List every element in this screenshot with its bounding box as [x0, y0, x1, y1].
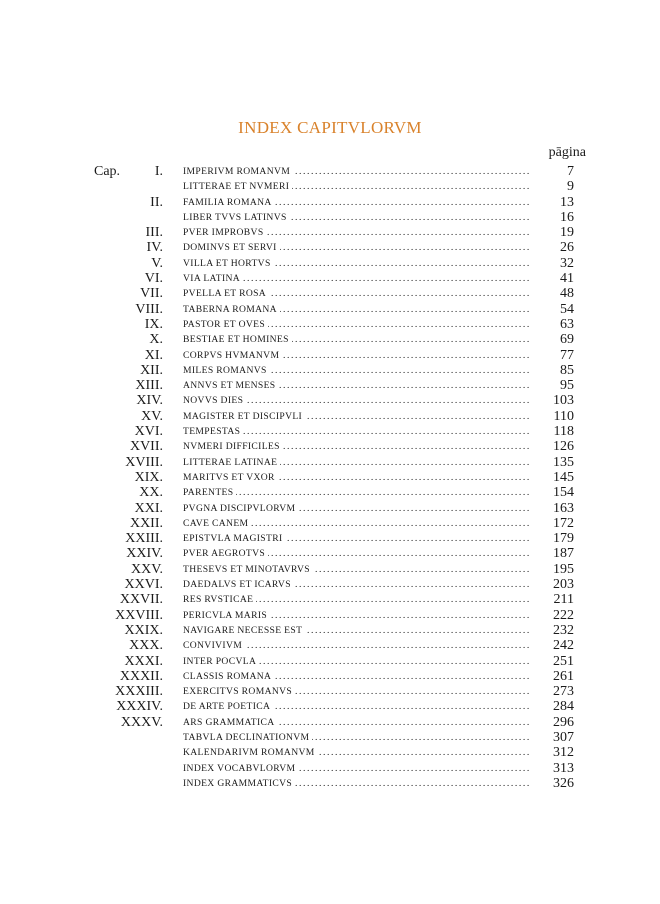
chapter-title: [183, 210, 530, 225]
chapter-title: [183, 608, 530, 623]
page-number: 13: [560, 194, 574, 210]
page-number: 195: [553, 561, 574, 577]
page-number: 126: [553, 439, 574, 455]
table-of-contents: [0, 164, 660, 791]
chapter-title: [183, 348, 530, 363]
toc-row: [0, 776, 660, 791]
page-number: 26: [560, 240, 574, 256]
chapter-title: [183, 455, 530, 470]
chapter-number: XIX.: [134, 469, 163, 485]
chapter-title-text: MILES ROMANVS: [183, 365, 270, 376]
chapter-title: [183, 684, 530, 699]
toc-row: [0, 562, 660, 577]
page-number: 118: [553, 424, 574, 440]
chapter-number: XXIX.: [124, 622, 163, 638]
chapter-title-text: CORPVS HVMANVM: [183, 350, 282, 361]
toc-row: [0, 271, 660, 286]
page-title: INDEX CAPITVLORVM: [238, 118, 422, 137]
page-number: 41: [560, 271, 574, 287]
chapter-title: [183, 225, 530, 240]
chapter-title-text: IMPERIVM ROMANVM: [183, 166, 293, 177]
chapter-title: [183, 761, 530, 776]
chapter-title-text: PARENTES: [183, 487, 236, 498]
toc-row: [0, 745, 660, 760]
chapter-title-text: TABERNA ROMANA: [183, 304, 280, 315]
chapter-title-text: PVER IMPROBVS: [183, 227, 267, 238]
toc-row: [0, 378, 660, 393]
chapter-number: XI.: [144, 347, 163, 363]
page-number: 48: [560, 286, 574, 302]
page-number: 307: [553, 729, 574, 745]
chapter-number: II.: [150, 194, 163, 210]
chapter-title: [183, 638, 530, 653]
toc-row: [0, 592, 660, 607]
chapter-number: VII.: [140, 286, 163, 302]
page-number: 19: [560, 225, 574, 241]
page-number: 145: [553, 469, 574, 485]
page-number: 163: [553, 500, 574, 516]
chapter-title: [183, 332, 530, 347]
page-number: 69: [560, 332, 574, 348]
chapter-title: [183, 240, 530, 255]
chapter-title: [183, 531, 530, 546]
chapter-title-text: TABVLA DECLINATIONVM: [183, 732, 312, 743]
page-number: 326: [553, 775, 574, 791]
chapter-number: VI.: [144, 271, 163, 287]
page-number: 187: [553, 546, 574, 562]
chapter-title: [183, 546, 530, 561]
chapter-number: XXXV.: [120, 714, 163, 730]
page-number: 203: [553, 577, 574, 593]
chapter-title-text: MAGISTER ET DISCIPVLI: [183, 411, 305, 422]
chapter-number: X.: [149, 332, 163, 348]
chapter-number: XIV.: [136, 393, 163, 409]
chapter-title-text: NVMERI DIFFICILES: [183, 441, 283, 452]
toc-row: [0, 455, 660, 470]
chapter-title-text: ARS GRAMMATICA: [183, 717, 278, 728]
toc-row: [0, 470, 660, 485]
page-number: 85: [560, 362, 574, 378]
toc-row: [0, 363, 660, 378]
page-number: 9: [567, 179, 574, 195]
page-number: 7: [567, 164, 574, 179]
chapter-number: XXXIV.: [116, 699, 163, 715]
chapter-number: IX.: [144, 316, 163, 332]
page-number: 172: [553, 515, 574, 531]
toc-row: [0, 623, 660, 638]
chapter-title: [183, 286, 530, 301]
page-number: 261: [553, 668, 574, 684]
chapter-number: XV.: [141, 408, 163, 424]
page-number: 135: [553, 454, 574, 470]
page-number: 154: [553, 485, 574, 501]
chapter-number: XVIII.: [125, 454, 163, 470]
chapter-number: XXV.: [130, 561, 163, 577]
page-number: 63: [560, 316, 574, 332]
chapter-number: XXIV.: [126, 546, 163, 562]
page-number: 54: [560, 301, 574, 317]
page-number: 273: [553, 684, 574, 700]
chapter-number: XXXI.: [124, 653, 163, 669]
chapter-number: V.: [151, 255, 163, 271]
toc-row: [0, 240, 660, 255]
chapter-title: [183, 592, 530, 607]
page-number: 103: [553, 393, 574, 409]
chapter-number: VIII.: [135, 301, 163, 317]
page-number: 179: [553, 531, 574, 547]
toc-row: [0, 195, 660, 210]
chapter-title-text: INDEX GRAMMATICVS: [183, 778, 295, 789]
chapter-title: [183, 470, 530, 485]
chapter-number: XXVII.: [119, 592, 163, 608]
page-number: 313: [553, 760, 574, 776]
chapter-title: [183, 699, 530, 714]
chapter-number: III.: [145, 225, 163, 241]
chapter-title-text: MARITVS ET VXOR: [183, 472, 278, 483]
chapter-title-text: PVER AEGROTVS: [183, 548, 268, 559]
chapter-number: XVI.: [134, 424, 163, 440]
chapter-title-text: TEMPESTAS: [183, 426, 243, 437]
page-number: 284: [553, 699, 574, 715]
chapter-title: [183, 256, 530, 271]
chapter-title-text: INTER POCVLA: [183, 656, 259, 667]
chapter-title-text: KALENDARIVM ROMANVM: [183, 747, 318, 758]
page-number: 32: [560, 255, 574, 271]
chapter-title-text: VILLA ET HORTVS: [183, 258, 274, 269]
toc-row: [0, 761, 660, 776]
toc-row: [0, 501, 660, 516]
chapter-title-text: PASTOR ET OVES: [183, 319, 268, 330]
chapter-title: [183, 317, 530, 332]
chapter-title-text: PVGNA DISCIPVLORVM: [183, 503, 298, 514]
page-number: 211: [553, 592, 574, 608]
chapter-number: XXX.: [129, 638, 163, 654]
chapter-title-text: NAVIGARE NECESSE EST: [183, 625, 305, 636]
chapter-title: [183, 730, 530, 745]
toc-row: [0, 409, 660, 424]
toc-row: [0, 654, 660, 669]
chapter-title: [183, 302, 530, 317]
chapter-number: XXVI.: [124, 577, 163, 593]
chapter-number: XXVIII.: [115, 607, 163, 623]
chapter-title-text: VIA LATINA: [183, 273, 243, 284]
toc-row: [0, 225, 660, 240]
chapter-title-text: DAEDALVS ET ICARVS: [183, 579, 294, 590]
toc-row: [0, 439, 660, 454]
toc-row: [0, 531, 660, 546]
page-number: 110: [553, 408, 574, 424]
chapter-title: [183, 776, 530, 791]
toc-row: [0, 302, 660, 317]
page-number: 242: [553, 638, 574, 654]
chapter-title: [183, 485, 530, 500]
page-number: 16: [560, 209, 574, 225]
chapter-title-text: RES RVSTICAE: [183, 594, 256, 605]
chapter-title: [183, 745, 530, 760]
toc-row: [0, 424, 660, 439]
chapter-number: XX.: [139, 485, 163, 501]
chapter-title: [183, 623, 530, 638]
chapter-title-text: CONVIVIVM: [183, 640, 245, 651]
chapter-title: [183, 409, 530, 424]
chapter-title-text: PERICVLA MARIS: [183, 610, 270, 621]
chapter-title-text: CAVE CANEM: [183, 518, 251, 529]
chapter-title: [183, 393, 530, 408]
chapter-title: [183, 363, 530, 378]
toc-row: [0, 546, 660, 561]
page-number: 222: [553, 607, 574, 623]
chapter-title-text: LITTERAE LATINAE: [183, 457, 280, 468]
chapter-title: [183, 424, 530, 439]
toc-row: [0, 730, 660, 745]
chapter-number: XVII.: [129, 439, 163, 455]
chapter-title-text: ANNVS ET MENSES: [183, 380, 279, 391]
chapter-title-text: LITTERAE ET NVMERI: [183, 181, 292, 192]
chapter-title: [183, 378, 530, 393]
chapter-number: XIII.: [135, 378, 163, 394]
chapter-title-text: DOMINVS ET SERVI: [183, 242, 280, 253]
toc-row: [0, 699, 660, 714]
chapter-title-text: CLASSIS ROMANA: [183, 671, 274, 682]
toc-row: [0, 485, 660, 500]
chapter-title-text: FAMILIA ROMANA: [183, 197, 275, 208]
toc-row: [0, 348, 660, 363]
chapter-title: [183, 179, 530, 194]
page-number: 296: [553, 714, 574, 730]
chapter-title: [183, 271, 530, 286]
chapter-title: [183, 164, 530, 179]
chapter-title-text: EPISTVLA MAGISTRI: [183, 533, 286, 544]
chapter-number: IV.: [146, 240, 163, 256]
chapter-number: XXXII.: [119, 668, 163, 684]
toc-row: [0, 669, 660, 684]
chapter-title-text: NOVVS DIES: [183, 395, 246, 406]
chapter-title: [183, 501, 530, 516]
chapter-number: XII.: [140, 362, 163, 378]
chapter-prefix-label: Cap.: [94, 164, 121, 179]
chapter-title: [183, 195, 530, 210]
toc-row: [0, 179, 660, 194]
chapter-title: [183, 715, 530, 730]
page-column-label: pāgina: [548, 145, 586, 160]
chapter-title: [183, 516, 530, 531]
chapter-title: [183, 439, 530, 454]
chapter-number: I.: [154, 164, 163, 179]
chapter-title-text: INDEX VOCABVLORVM: [183, 763, 298, 774]
toc-row: [0, 256, 660, 271]
toc-row: [0, 608, 660, 623]
toc-row: [0, 332, 660, 347]
toc-row: [0, 577, 660, 592]
chapter-title: [183, 654, 530, 669]
page-number: 95: [560, 378, 574, 394]
toc-row: [0, 210, 660, 225]
chapter-title: [183, 562, 530, 577]
page-number: 77: [560, 347, 574, 363]
chapter-number: XXI.: [134, 500, 163, 516]
toc-row: [0, 638, 660, 653]
chapter-title-text: PVELLA ET ROSA: [183, 288, 269, 299]
chapter-title-text: EXERCITVS ROMANVS: [183, 686, 295, 697]
toc-row: [0, 516, 660, 531]
chapter-title-text: DE ARTE POETICA: [183, 701, 273, 712]
page-number: 232: [553, 622, 574, 638]
chapter-title: [183, 669, 530, 684]
chapter-number: XXIII.: [125, 531, 163, 547]
chapter-title-text: THESEVS ET MINOTAVRVS: [183, 564, 313, 575]
toc-row: [0, 286, 660, 301]
toc-row: [0, 164, 660, 179]
chapter-number: XXII.: [129, 515, 163, 531]
page-number: 251: [553, 653, 574, 669]
chapter-number: XXXIII.: [115, 684, 163, 700]
toc-row: [0, 684, 660, 699]
toc-row: [0, 393, 660, 408]
toc-row: [0, 715, 660, 730]
toc-row: [0, 317, 660, 332]
chapter-title: [183, 577, 530, 592]
page-number: 312: [553, 745, 574, 761]
chapter-title-text: BESTIAE ET HOMINES: [183, 334, 292, 345]
chapter-title-text: LIBER TVVS LATINVS: [183, 212, 290, 223]
